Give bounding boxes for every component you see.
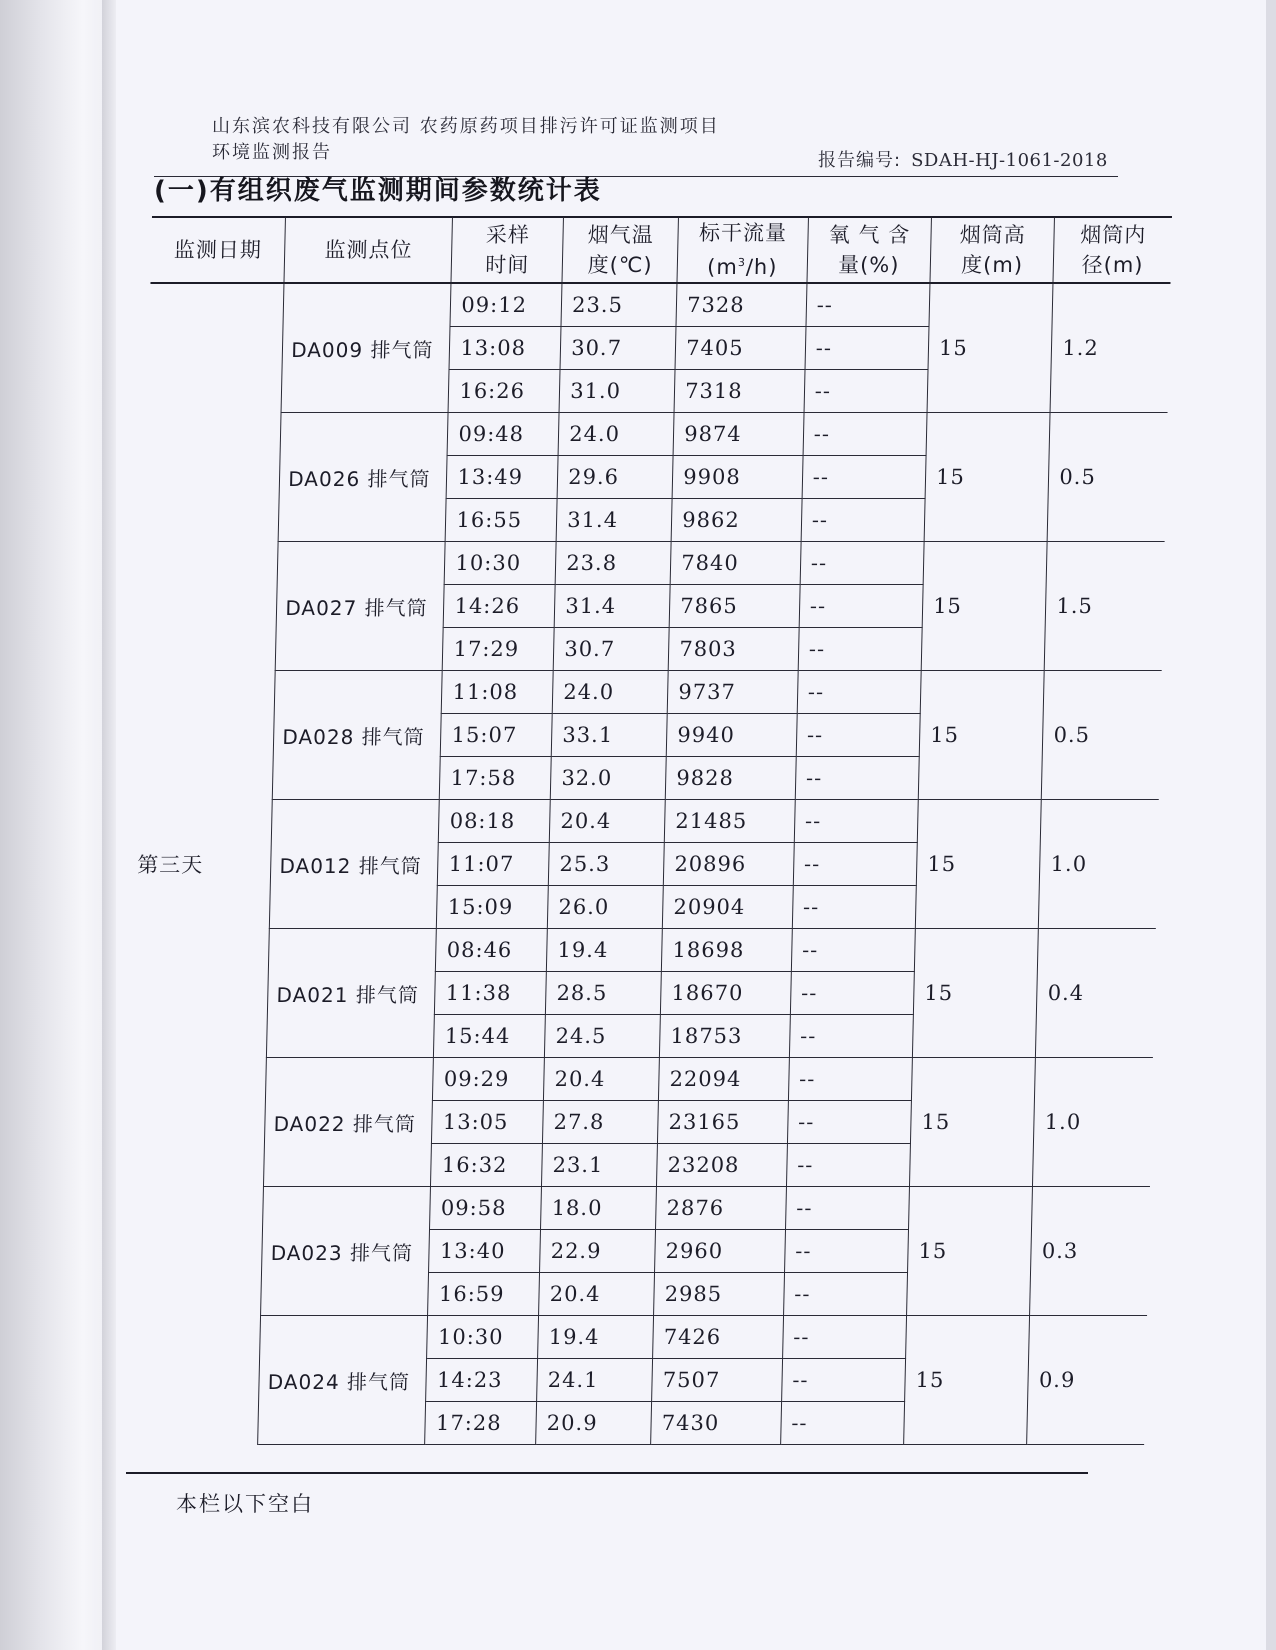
flow-cell: 7405 (675, 327, 806, 370)
flow-cell: 18698 (662, 929, 793, 972)
binding-shadow (0, 0, 118, 1650)
flow-cell: 18753 (660, 1015, 791, 1058)
time-cell: 15:09 (437, 886, 549, 929)
oxygen-cell: -- (797, 671, 921, 714)
monitoring-point-cell: DA023 排气筒 (261, 1187, 431, 1316)
stack-height-cell: 15 (904, 1316, 1030, 1445)
exhaust-parameter-table (124, 216, 1172, 1445)
table-row (147, 413, 1168, 456)
temperature-cell: 25.3 (549, 843, 665, 886)
time-cell: 15:44 (434, 1015, 546, 1058)
flow-cell: 9862 (671, 499, 802, 542)
header-height: 烟筒高 度(m) (930, 217, 1055, 283)
stack-diameter-cell: 0.5 (1048, 413, 1168, 542)
flow-cell: 23165 (658, 1101, 789, 1144)
monitoring-point-cell: DA027 排气筒 (275, 542, 445, 671)
stack-height-cell: 15 (907, 1187, 1033, 1316)
oxygen-cell: -- (781, 1359, 905, 1402)
table-row (144, 542, 1165, 585)
oxygen-cell: -- (793, 843, 917, 886)
temperature-cell: 23.5 (561, 283, 677, 327)
table-row (126, 1316, 1147, 1359)
monitoring-point-cell: DA012 排气筒 (270, 800, 440, 929)
stack-diameter-cell: 1.5 (1045, 542, 1165, 671)
temperature-cell: 29.6 (557, 456, 673, 499)
flow-cell: 2876 (656, 1187, 787, 1230)
header-temperature: 烟气温 度(℃) (562, 217, 678, 283)
header-point: 监测点位 (284, 217, 453, 283)
monitoring-date-cell: 第三天 (124, 283, 284, 1445)
time-cell: 14:23 (426, 1359, 538, 1402)
temperature-cell: 31.0 (559, 370, 675, 413)
time-cell: 14:26 (444, 585, 556, 628)
flow-cell: 18670 (661, 972, 792, 1015)
temperature-cell: 28.5 (546, 972, 662, 1015)
time-cell: 08:18 (439, 800, 551, 843)
stack-diameter-cell: 0.5 (1042, 671, 1162, 800)
header-time: 采样 时间 (451, 217, 563, 283)
flow-cell: 20896 (663, 843, 794, 886)
flow-cell: 7865 (669, 585, 800, 628)
oxygen-cell: -- (788, 1058, 912, 1101)
temperature-cell: 23.8 (555, 542, 671, 585)
monitoring-point-cell: DA009 排气筒 (281, 283, 451, 413)
header-diameter: 烟筒内 径(m) (1053, 217, 1172, 283)
temperature-cell: 27.8 (543, 1101, 659, 1144)
oxygen-cell: -- (794, 800, 918, 843)
oxygen-cell: -- (786, 1144, 910, 1187)
oxygen-cell: -- (800, 542, 924, 585)
stack-diameter-cell: 0.4 (1036, 929, 1156, 1058)
oxygen-cell: -- (792, 886, 916, 929)
oxygen-cell: -- (806, 283, 930, 327)
table-row (132, 1058, 1153, 1101)
oxygen-cell: -- (789, 1015, 913, 1058)
report-type: 环境监测报告 (212, 142, 332, 163)
flow-cell: 9908 (672, 456, 803, 499)
oxygen-cell: -- (784, 1230, 908, 1273)
oxygen-cell: -- (795, 757, 919, 800)
flow-cell: 7840 (670, 542, 801, 585)
flow-cell: 7803 (668, 628, 799, 671)
time-cell: 09:58 (430, 1187, 542, 1230)
time-cell: 11:08 (442, 671, 554, 714)
temperature-cell: 31.4 (554, 585, 670, 628)
flow-cell: 7507 (652, 1359, 783, 1402)
temperature-cell: 31.4 (556, 499, 672, 542)
report-number-value: SDAH-HJ-1061-2018 (911, 150, 1108, 171)
stack-height-cell: 15 (918, 671, 1044, 800)
page-fold-shadow (102, 0, 116, 1650)
temperature-cell: 33.1 (551, 714, 667, 757)
temperature-cell: 19.4 (538, 1316, 654, 1359)
temperature-cell: 32.0 (550, 757, 666, 800)
oxygen-cell: -- (798, 628, 922, 671)
flow-cell: 9737 (667, 671, 798, 714)
oxygen-cell: -- (785, 1187, 909, 1230)
oxygen-cell: -- (787, 1101, 911, 1144)
temperature-cell: 24.1 (537, 1359, 653, 1402)
temperature-cell: 24.0 (558, 413, 674, 456)
flow-cell: 20904 (663, 886, 794, 929)
temperature-cell: 26.0 (548, 886, 664, 929)
oxygen-cell: -- (791, 929, 915, 972)
stack-height-cell: 15 (912, 929, 1038, 1058)
company-project-line: 山东滨农科技有限公司 农药原药项目排污许可证监测项目 (212, 116, 720, 137)
time-cell: 09:29 (433, 1058, 545, 1101)
table-bottom-rule (126, 1472, 1088, 1474)
page-edge (1266, 0, 1276, 1650)
stack-height-cell: 15 (927, 283, 1053, 413)
flow-cell: 2960 (655, 1230, 786, 1273)
temperature-cell: 24.5 (545, 1015, 661, 1058)
temperature-cell: 20.4 (550, 800, 666, 843)
table-row (129, 1187, 1150, 1230)
time-cell: 15:07 (441, 714, 553, 757)
oxygen-cell: -- (803, 413, 927, 456)
header-flow: 标干流量 $(m^3/h)$ (677, 217, 808, 283)
blank-below-note: 本栏以下空白 (176, 1492, 314, 1516)
oxygen-cell: -- (782, 1316, 906, 1359)
oxygen-cell: -- (780, 1402, 904, 1445)
time-cell: 08:46 (436, 929, 548, 972)
time-cell: 17:28 (425, 1402, 537, 1445)
monitoring-point-cell: DA028 排气筒 (273, 671, 443, 800)
temperature-cell: 19.4 (547, 929, 663, 972)
table-row (149, 283, 1170, 327)
report-number-label: 报告编号: (818, 150, 902, 171)
stack-diameter-cell: 0.9 (1027, 1316, 1147, 1445)
flow-cell: 23208 (657, 1144, 788, 1187)
stack-diameter-cell: 1.0 (1039, 800, 1159, 929)
stack-diameter-cell: 0.3 (1030, 1187, 1150, 1316)
temperature-cell: 20.4 (539, 1273, 655, 1316)
time-cell: 16:55 (446, 499, 558, 542)
stack-diameter-cell: 1.0 (1033, 1058, 1153, 1187)
flow-cell: 21485 (664, 800, 795, 843)
time-cell: 13:49 (447, 456, 559, 499)
monitoring-point-cell: DA026 排气筒 (278, 413, 448, 542)
temperature-cell: 30.7 (553, 628, 669, 671)
time-cell: 13:40 (429, 1230, 541, 1273)
oxygen-cell: -- (804, 370, 928, 413)
time-cell: 13:08 (449, 327, 561, 370)
time-cell: 10:30 (445, 542, 557, 585)
temperature-cell: 22.9 (540, 1230, 656, 1273)
header-oxygen: 氧 气 含 量(%) (807, 217, 932, 283)
oxygen-cell: -- (783, 1273, 907, 1316)
flow-cell: 2985 (654, 1273, 785, 1316)
time-cell: 11:38 (435, 972, 547, 1015)
oxygen-cell: -- (790, 972, 914, 1015)
flow-cell: 9828 (665, 757, 796, 800)
oxygen-cell: -- (799, 585, 923, 628)
time-cell: 16:32 (431, 1144, 543, 1187)
temperature-cell: 30.7 (560, 327, 676, 370)
table-row (135, 929, 1156, 972)
temperature-cell: 24.0 (552, 671, 668, 714)
stack-height-cell: 15 (910, 1058, 1036, 1187)
temperature-cell: 23.1 (542, 1144, 658, 1187)
time-cell: 17:29 (443, 628, 555, 671)
oxygen-cell: -- (802, 456, 926, 499)
oxygen-cell: -- (805, 327, 929, 370)
monitoring-point-cell: DA024 排气筒 (258, 1316, 428, 1445)
flow-cell: 22094 (659, 1058, 790, 1101)
temperature-cell: 20.9 (536, 1402, 652, 1445)
flow-cell: 7318 (674, 370, 805, 413)
stack-height-cell: 15 (921, 542, 1047, 671)
oxygen-cell: -- (801, 499, 925, 542)
stack-height-cell: 15 (924, 413, 1050, 542)
time-cell: 10:30 (427, 1316, 539, 1359)
time-cell: 17:58 (440, 757, 552, 800)
report-number (818, 146, 1108, 172)
section-title: (一)有组织废气监测期间参数统计表 (154, 176, 602, 206)
stack-diameter-cell: 1.2 (1050, 283, 1170, 413)
flow-cell: 7426 (653, 1316, 784, 1359)
flow-cell: 7430 (651, 1402, 782, 1445)
time-cell: 09:48 (448, 413, 560, 456)
table-row (138, 800, 1159, 843)
temperature-cell: 20.4 (544, 1058, 660, 1101)
time-cell: 11:07 (438, 843, 550, 886)
flow-cell: 7328 (676, 283, 807, 327)
oxygen-cell: -- (796, 714, 920, 757)
monitoring-point-cell: DA022 排气筒 (264, 1058, 434, 1187)
time-cell: 13:05 (432, 1101, 544, 1144)
time-cell: 16:59 (428, 1273, 540, 1316)
monitoring-point-cell: DA021 排气筒 (267, 929, 437, 1058)
flow-cell: 9874 (673, 413, 804, 456)
time-cell: 16:26 (449, 370, 561, 413)
flow-cell: 9940 (666, 714, 797, 757)
table-header-row (150, 217, 1171, 283)
time-cell: 09:12 (450, 283, 562, 327)
temperature-cell: 18.0 (541, 1187, 657, 1230)
header-date: 监测日期 (150, 217, 285, 283)
table-row (141, 671, 1162, 714)
stack-height-cell: 15 (915, 800, 1041, 929)
